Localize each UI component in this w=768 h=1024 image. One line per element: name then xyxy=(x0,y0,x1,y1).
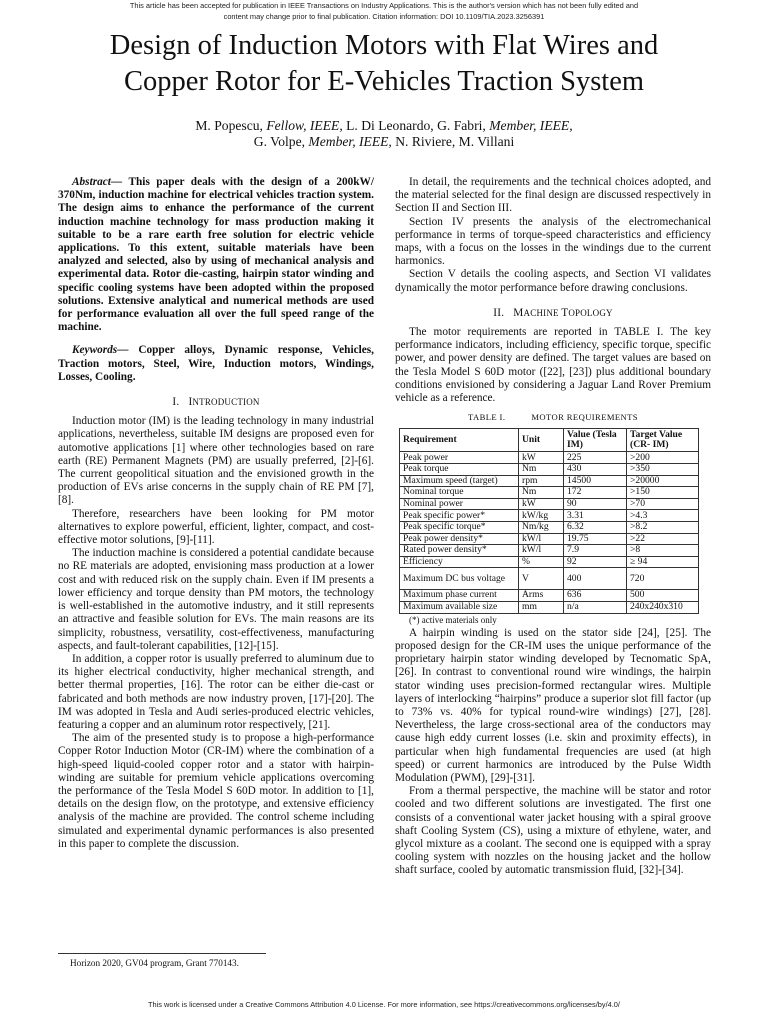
table-cell: 636 xyxy=(564,590,627,602)
keywords xyxy=(58,344,374,384)
table-cell: Nm/kg xyxy=(519,522,564,534)
paragraph: Section IV presents the analysis of the electromechanical performance in terms of torque-speed characteristics and efficiency maps, with a focus on the losses in the windings due to the current harmonics. xyxy=(395,215,711,268)
table-cell: 400 xyxy=(564,568,627,590)
paragraph: The induction machine is considered a potential candidate because no RE materials are adopted, envisioning mass production at a lower cost and with reduced risk on the supply chain. Even if IM presents a lower efficiency and torque density than PM motors, the technology is well-established in the automotive industry, and it still represents an attractive and feasible solution for EVs. The main reasons are its simplicity, robustness, versatility, cost-effectiveness, manufacturing aspects, and fault-tolerant capabilities, [12]-[15]. xyxy=(58,547,374,652)
table-title: MOTOR REQUIREMENTS xyxy=(531,412,638,423)
table-cell: kW xyxy=(519,452,564,464)
table-cell: mm xyxy=(519,601,564,613)
table-cell: >20000 xyxy=(627,475,699,487)
right-column xyxy=(395,176,711,878)
table-cell: Peak power density* xyxy=(400,533,519,545)
author-list xyxy=(80,118,688,150)
paper-title-line2: Copper Rotor for E-Vehicles Traction System xyxy=(123,66,645,97)
table-cell: Nominal torque xyxy=(400,487,519,499)
table-cell: 3.31 xyxy=(564,510,627,522)
table-row xyxy=(400,487,699,499)
section-title-rest: OPOLOGY xyxy=(568,307,613,318)
table-row xyxy=(400,556,699,568)
section-heading-machine-topology xyxy=(395,307,711,320)
paragraph: From a thermal perspective, the machine will be stator and rotor cooled and two different solutions are investigated. The first one consists of a conventional water jacket housing with a spiral groove shaft Cooling System (CS), using a mixture of ethylene, water, and glycol mixture as a coolant. The second one is equipped with a spray cooling system with nozzles on the housing jacket and the hollow shaft surface, cooled by automatic transmission fluid, [32]-[34]. xyxy=(395,785,711,877)
abstract-label: Abstract— xyxy=(72,176,123,188)
table-header-cell: Unit xyxy=(519,429,564,452)
paragraph: In addition, a copper rotor is usually preferred to aluminum due to its higher electrical conductivity, higher mechanical strength, and better thermal properties, [16]. The rotor can be either die-cast or fabricated and both methods are now industry proven, [17]-[20]. The IM was adopted in Tesla and Audi series-produced electric vehicles, featuring a copper and an aluminum rotor respectively, [21]. xyxy=(58,652,374,731)
keywords-text: Copper alloys, Dynamic response, Vehicles, Traction motors, Steel, Wire, Induction motors, Windings, Losses, Cooling. xyxy=(58,344,374,383)
table-cell: 430 xyxy=(564,464,627,476)
table-cell: Maximum speed (target) xyxy=(400,475,519,487)
table-header-cell: Requirement xyxy=(400,429,519,452)
table-cell: >200 xyxy=(627,452,699,464)
table-cell: >8.2 xyxy=(627,522,699,534)
table-cell: 225 xyxy=(564,452,627,464)
table-cell: Maximum available size xyxy=(400,601,519,613)
table-cell: Peak torque xyxy=(400,464,519,476)
section-number: II. xyxy=(493,306,505,319)
table-cell: 92 xyxy=(564,556,627,568)
publication-notice-line1: This article has been accepted for publication in IEEE Transactions on Industry Applications. This is the author's version which has not been fully edited and xyxy=(129,1,639,10)
table-cell: Rated power density* xyxy=(400,545,519,557)
abstract-text: This paper deals with the design of a 200kW/ 370Nm, induction machine for electrical vehicles traction system. The design aims to enhance the performance of the current induction machine technology for mass production making it suitable to be a rare earth free solution for electric vehicle applications. To this extent, suitable materials have been analyzed and selected, also by using of mechanical analysis and experimental data. Rotor die-casting, hairpin stator winding and specific cooling systems have been adopted within the proposed solutions. Extensive analytical and numerical methods are used for performance evaluation all over the full speed range of the machine. xyxy=(58,176,374,334)
paragraph: Induction motor (IM) is the leading technology in many industrial applications, nevertheless, suitable IM designs are proposed even for automotive applications [1] where other technologies based on rare earth (RE) Permanent Magnets (PM) are usually preferred, [2]-[6]. The current geopolitical situation and the envisioned growth in the production of EVs arise concerns in the supply chain of RE PM [7], [8]. xyxy=(58,415,374,507)
table-header-cell: Value (Tesla IM) xyxy=(564,429,627,452)
author-text: M. Popescu, xyxy=(195,118,267,133)
table-cell: 500 xyxy=(627,590,699,602)
footnote: Horizon 2020, GV04 program, Grant 770143. xyxy=(70,958,239,968)
table-row xyxy=(400,452,699,464)
abstract xyxy=(58,176,374,334)
paper-title-line1: Design of Induction Motors with Flat Wires and xyxy=(109,30,659,61)
requirements-table xyxy=(399,428,699,613)
table-cell: kW/l xyxy=(519,545,564,557)
table-cell: 172 xyxy=(564,487,627,499)
author-text: G. Volpe, xyxy=(253,134,309,149)
author-role: Member, IEEE, xyxy=(308,134,392,149)
author-role: Member, IEEE, xyxy=(489,118,573,133)
table-cell: >350 xyxy=(627,464,699,476)
paragraph: A hairpin winding is used on the stator side [24], [25]. The proposed design for the CR-IM uses the unique performance of the proprietary hairpin stator winding developed by Tecnomatic SpA, [26]. In contrast to conventional round wire windings, the hairpin stator winding uses precision-formed rectangular wires. Multiple layers of interlocking “hairpins” produce a superior slot fill factor (up to 73% vs. 40% for typical round-wire windings) [27], [28]. Nevertheless, the large cross-sectional area of the conductors may cause high eddy current losses (i.e. skin and proximity effects), in particular when high fundamental frequencies are used (at high speed) or current harmonics are introduced by the Pulse Width Modulation (PWM), [29]-[31]. xyxy=(395,626,711,785)
table-cell: Arms xyxy=(519,590,564,602)
table-cell: % xyxy=(519,556,564,568)
section-heading-introduction xyxy=(58,396,374,409)
table-cell: Peak power xyxy=(400,452,519,464)
keywords-label: Keywords— xyxy=(72,344,129,357)
table-cell: n/a xyxy=(564,601,627,613)
table-row xyxy=(400,475,699,487)
table-row xyxy=(400,545,699,557)
table-cell: >8 xyxy=(627,545,699,557)
table-cell: >22 xyxy=(627,533,699,545)
section-title-rest: ACHINE xyxy=(523,307,562,318)
table-cell: kW xyxy=(519,498,564,510)
publication-notice-line2: content may change prior to final publication. Citation information: DOI 10.1109/TIA.2023.3256391 xyxy=(223,12,545,21)
section-number: I. xyxy=(172,396,180,409)
left-column xyxy=(58,176,374,851)
author-role: Fellow, IEEE xyxy=(266,118,340,133)
section-title-initial: M xyxy=(513,306,524,319)
paragraph: Section V details the cooling aspects, and Section VI validates dynamically the motor performance before drawing conclusions. xyxy=(395,268,711,294)
table-cell: >4.3 xyxy=(627,510,699,522)
table-row xyxy=(400,590,699,602)
paragraph: Therefore, researchers have been looking for PM motor alternatives to explore powerful, efficient, lighter, compact, and cost-effective motor solutions, [9]-[11]. xyxy=(58,507,374,547)
table-cell: 14500 xyxy=(564,475,627,487)
table-row xyxy=(400,601,699,613)
section-title-initial: T xyxy=(561,306,569,319)
table-row xyxy=(400,522,699,534)
license-notice: This work is licensed under a Creative Commons Attribution 4.0 License. For more information, see https://creativecommons.org/licenses/by/4.0/ xyxy=(148,1000,620,1009)
table-cell: Nm xyxy=(519,487,564,499)
table-row xyxy=(400,568,699,590)
table-cell: Nominal power xyxy=(400,498,519,510)
table-caption xyxy=(395,411,711,424)
section-title-rest: NTRODUCTION xyxy=(192,397,260,408)
table-cell: 19.75 xyxy=(564,533,627,545)
publication-notice xyxy=(90,0,678,22)
paragraph: The aim of the presented study is to propose a high-performance Copper Rotor Induction Motor (CR-IM) where the combination of a high-speed liquid-cooled copper rotor and a stator with hairpin-winding are suitable for premium vehicle applications overcoming the performance of the Tesla Model S 60D motor. In addition to [1], details on the design flow, on the prototype, and extensive efficiency analysis of the machine are provided. The control scheme including simulated and experimental dynamic performances is also presented in this paper to complete the discussion. xyxy=(58,732,374,850)
author-text: N. Riviere, M. Villani xyxy=(391,134,515,149)
paragraph: The motor requirements are reported in TABLE I. The key performance indicators, including efficiency, specific torque, specific power, and power density are defined. The target values are based on the Tesla Model S 60D motor ([22], [23]) plus additional boundary conditions envisioned by considering a Jaguar Land Rover Premium vehicle as a reference. xyxy=(395,326,711,405)
table-label: TABLE I. xyxy=(468,412,506,423)
table-cell: Efficiency xyxy=(400,556,519,568)
table-note: (*) active materials only xyxy=(409,614,497,625)
table-row xyxy=(400,533,699,545)
table-cell: kW/l xyxy=(519,533,564,545)
paper-title xyxy=(40,28,728,100)
footnote-divider xyxy=(58,953,266,954)
table-cell: 240x240x310 xyxy=(627,601,699,613)
section-title-initial: I xyxy=(188,396,193,409)
table-cell: Maximum DC bus voltage xyxy=(400,568,519,590)
table-cell: ≥ 94 xyxy=(627,556,699,568)
table-cell: Maximum phase current xyxy=(400,590,519,602)
table-header-row xyxy=(400,429,699,452)
table-cell: Peak specific power* xyxy=(400,510,519,522)
paragraph: In detail, the requirements and the technical choices adopted, and the material selected for the final design are discussed respectively in Section II and Section III. xyxy=(395,176,711,215)
table-cell: Nm xyxy=(519,464,564,476)
table-cell: 720 xyxy=(627,568,699,590)
table-cell: rpm xyxy=(519,475,564,487)
table-row xyxy=(400,510,699,522)
table-cell: Peak specific torque* xyxy=(400,522,519,534)
table-cell: >150 xyxy=(627,487,699,499)
table-cell: >70 xyxy=(627,498,699,510)
table-cell: 7.9 xyxy=(564,545,627,557)
author-text: , L. Di Leonardo, G. Fabri, xyxy=(339,118,490,133)
table-row xyxy=(400,498,699,510)
table-cell: V xyxy=(519,568,564,590)
table-cell: 90 xyxy=(564,498,627,510)
table-cell: 6.32 xyxy=(564,522,627,534)
table-cell: kW/kg xyxy=(519,510,564,522)
table-header-cell: Target Value (CR- IM) xyxy=(627,429,699,452)
table-row xyxy=(400,464,699,476)
